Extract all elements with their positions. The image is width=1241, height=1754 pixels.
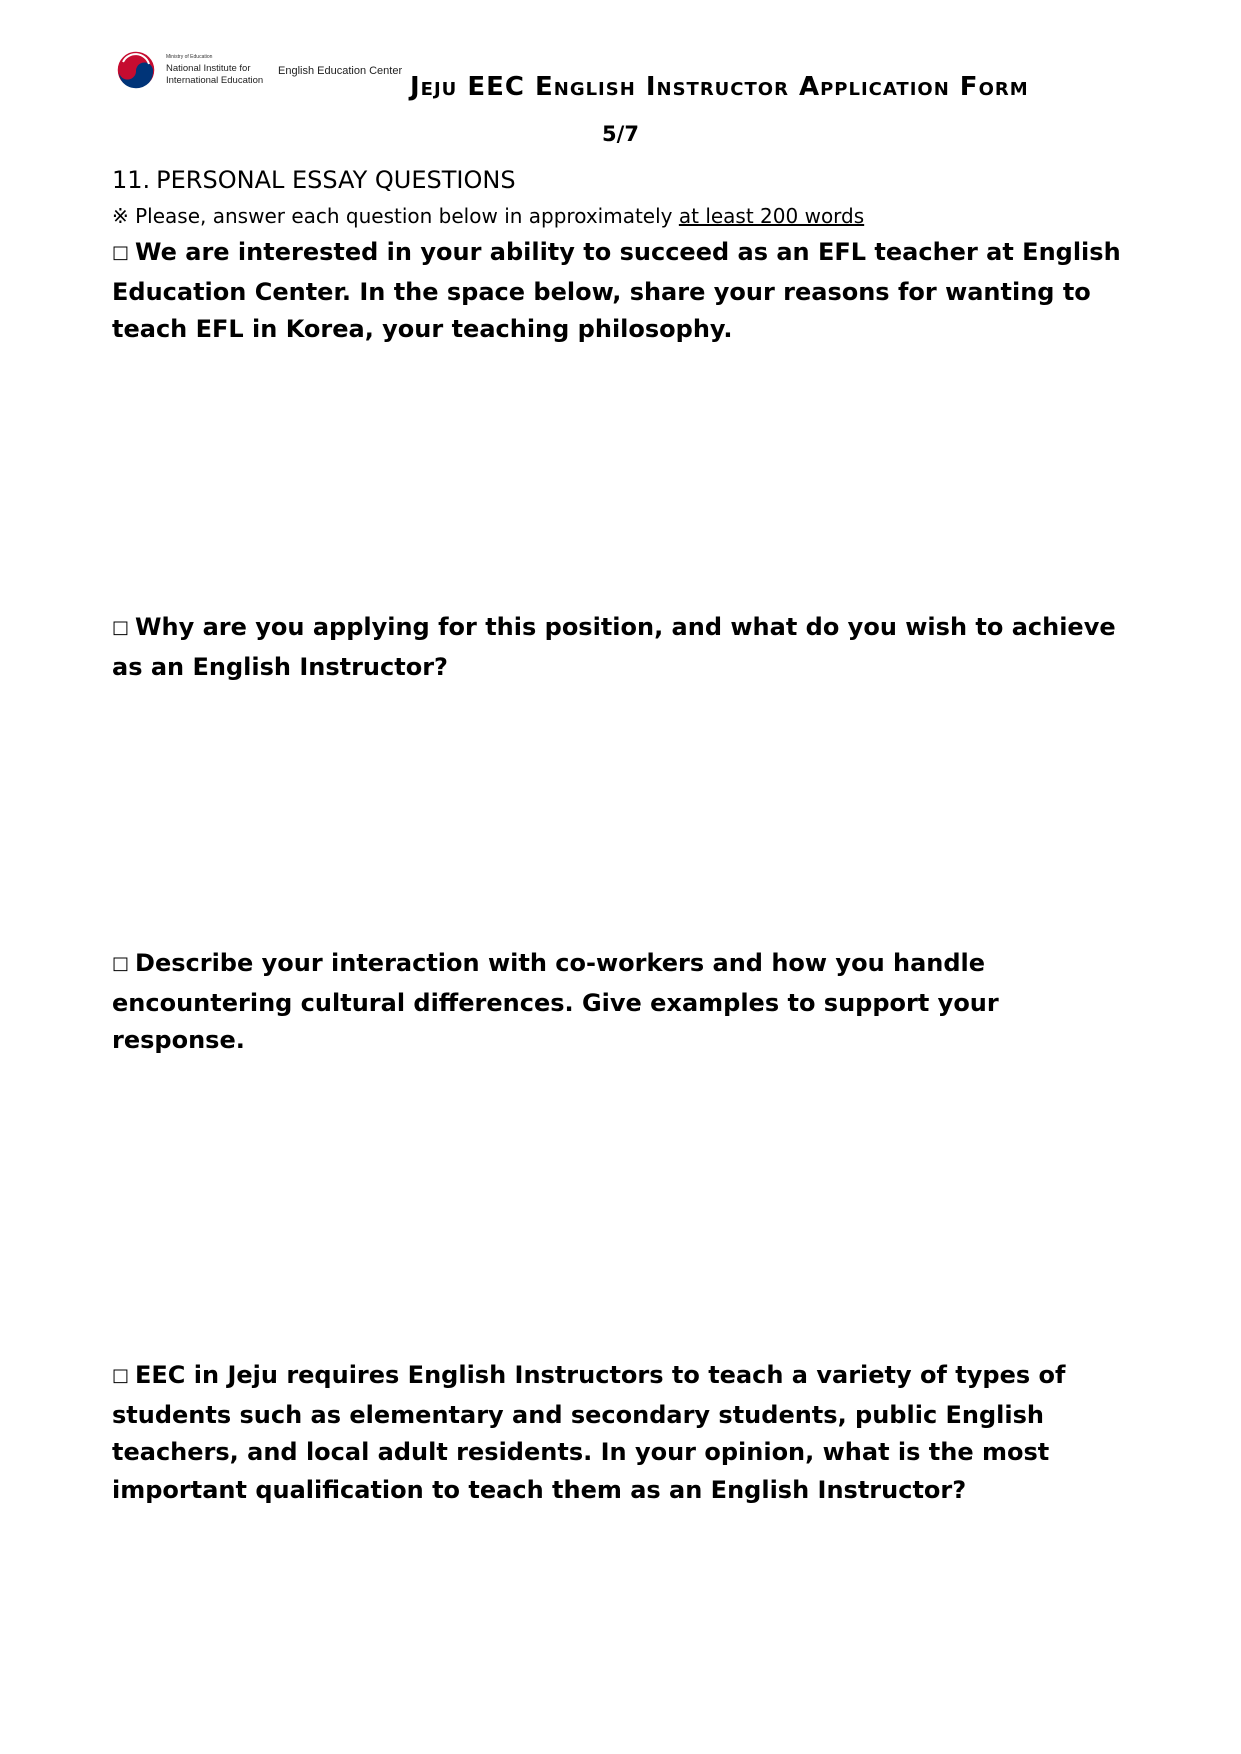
taegeuk-logo-icon — [114, 48, 158, 92]
logo-ministry-text: Ministry of Education — [166, 54, 213, 60]
instruction-text: ※ Please, answer each question below in approximately — [112, 204, 673, 228]
question-text: Describe your interaction with co-workers and how you handle encountering cultural differences. Give examples to support your response. — [112, 949, 999, 1054]
document-title: Jeju EEC English Instructor Application Form — [410, 72, 1029, 102]
checkbox-square-icon: □ — [112, 617, 130, 638]
question-text: EEC in Jeju requires English Instructors to teach a variety of types of students such as elementary and secondary students, public English teachers, and local adult residents. In your opinion, what is the most important qualification to teach them as an English Instructor? — [112, 1361, 1066, 1504]
question-text: We are interested in your ability to succeed as an EFL teacher at English Education Center. In the space below, share your reasons for wanting to teach EFL in Korea, your teaching philosophy. — [112, 238, 1121, 343]
answer-area-2[interactable] — [112, 690, 1132, 935]
section-title: PERSONAL ESSAY QUESTIONS — [156, 166, 516, 194]
essay-instruction — [112, 204, 864, 228]
question-text: Why are you applying for this position, and what do you wish to achieve as an English Instructor? — [112, 613, 1116, 681]
checkbox-square-icon: □ — [112, 242, 130, 263]
answer-area-4[interactable] — [112, 1510, 1132, 1720]
page-number: 5/7 — [602, 122, 639, 146]
logo — [114, 48, 414, 96]
word-count-requirement: at least 200 words — [678, 204, 865, 228]
essay-question-3 — [112, 945, 1132, 1060]
essay-question-4 — [112, 1357, 1132, 1509]
section-number: 11. — [112, 166, 151, 194]
checkbox-square-icon: □ — [112, 1365, 130, 1386]
logo-center-name: English Education Center — [278, 65, 403, 77]
logo-institute-line2: International Education — [166, 75, 264, 86]
section-heading — [112, 166, 516, 194]
essay-question-2 — [112, 609, 1132, 686]
answer-area-3[interactable] — [112, 1065, 1132, 1345]
answer-area-1[interactable] — [112, 350, 1132, 600]
checkbox-square-icon: □ — [112, 953, 130, 974]
logo-institute-line1: National Institute for — [166, 63, 251, 74]
essay-question-1 — [112, 234, 1132, 349]
